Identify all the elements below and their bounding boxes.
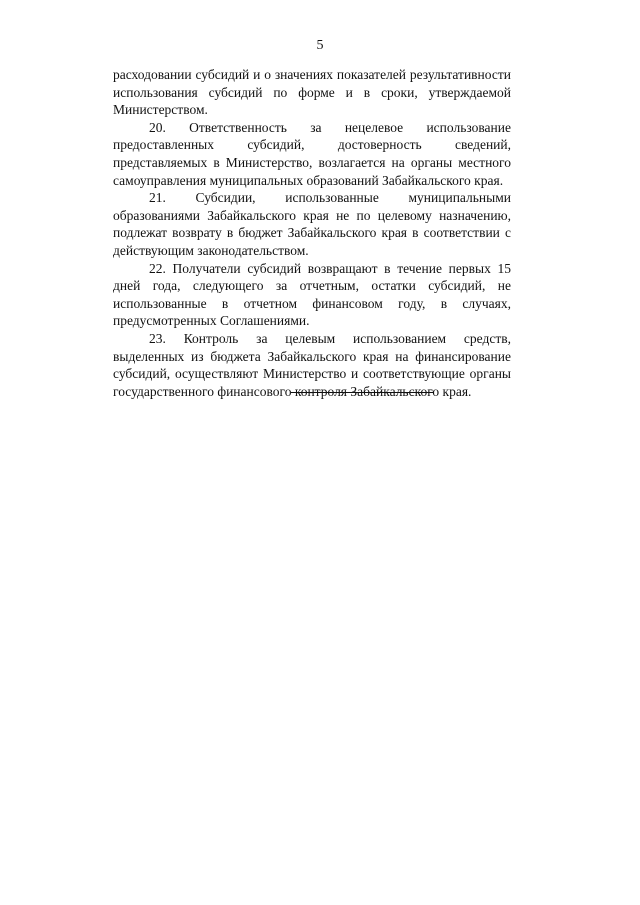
paragraph-20: 20. Ответственность за нецелевое использование предоставленных субсидий, достоверность сведений, представляемых в Министерство, возлагается на органы местного самоуправления муниципальных образований Забайкальского края.: [113, 119, 511, 188]
end-separator-line: [291, 392, 433, 393]
paragraph-22: 22. Получатели субсидий возвращают в течение первых 15 дней года, следующего за отчетным, остатки субсидий, не использованные в отчетном финансовом году, в случаях, предусмотренных Соглашениями.: [113, 260, 511, 329]
paragraph-23: 23. Контроль за целевым использованием средств, выделенных из бюджета Забайкальского края на финансирование субсидий, осуществляют Министерство и соответствующие органы государственного финансового контроля Забайкальского края.: [113, 330, 511, 399]
document-body: [113, 66, 511, 400]
page-number: 5: [316, 38, 324, 53]
paragraph-continuation: расходовании субсидий и о значениях показателей результативности использования субсидий по форме и в сроки, утверждаемой Министерством.: [113, 67, 511, 118]
paragraph-21: 21. Субсидии, использованные муниципальными образованиями Забайкальского края не по целевому назначению, подлежат возврату в бюджет Забайкальского края в соответствии с действующим законодательством.: [113, 190, 511, 258]
